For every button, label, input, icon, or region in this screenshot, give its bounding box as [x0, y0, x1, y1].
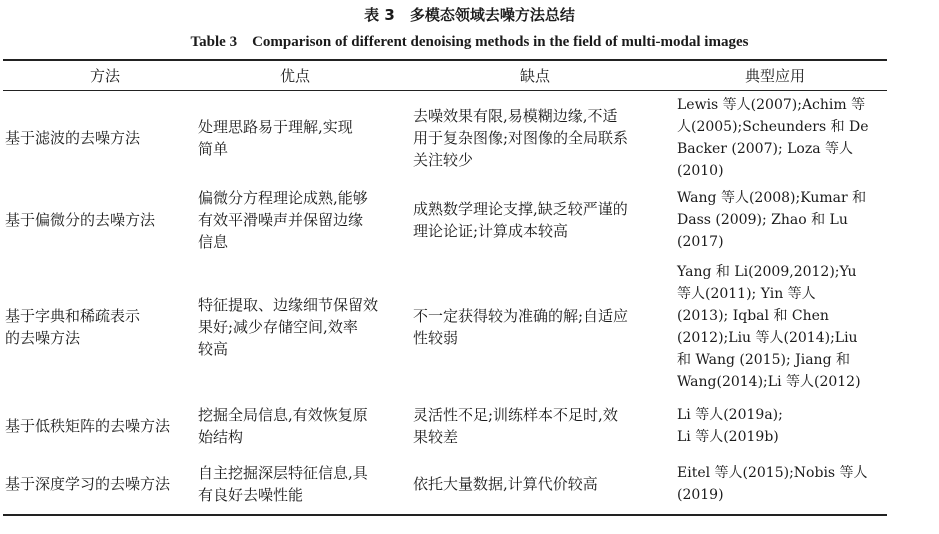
row-3-method-line: 基于字典和稀疏表示 [5, 307, 141, 325]
row-3-method-line: 的去噪方法 [5, 329, 81, 347]
row-4-ref-line: Li 等人(2019b) [677, 429, 779, 445]
row-1-pros-line: 处理思路易于理解,实现 [198, 118, 353, 136]
row-5-refs [677, 462, 882, 506]
row-3-method [5, 305, 195, 349]
header-disadvantages: 缺点 [519, 67, 550, 85]
row-1-ref-line: (2010) [677, 163, 724, 179]
row-2-cons [413, 198, 663, 242]
row-5-cons-line: 依托大量数据,计算代价较高 [413, 475, 598, 493]
row-2-ref-line: Wang 等人(2008);Kumar 和 [677, 190, 867, 206]
row-5-cons [413, 473, 663, 495]
row-3-cons-line: 性较弱 [413, 329, 459, 347]
row-3-ref-line: Wang(2014);Li 等人(2012) [677, 374, 861, 390]
row-1-pros [198, 116, 398, 160]
row-5-pros [198, 462, 398, 506]
row-5-method-line: 基于深度学习的去噪方法 [5, 475, 171, 493]
row-2-method-line: 基于偏微分的去噪方法 [5, 211, 156, 229]
row-2-cons-line: 成熟数学理论支撑,缺乏较严谨的 [413, 200, 628, 218]
row-1-refs [677, 94, 882, 182]
row-2-ref-line: Dass (2009); Zhao 和 Lu [677, 212, 848, 228]
row-3-ref-line: (2013); Iqbal 和 Chen [677, 308, 829, 324]
row-4-pros [198, 404, 398, 448]
row-2-pros [198, 187, 398, 253]
header-advantages: 优点 [279, 67, 310, 85]
row-1-pros-line: 简单 [198, 140, 229, 158]
row-3-cons-line: 不一定获得较为准确的解;自适应 [413, 307, 629, 325]
row-1-cons [413, 105, 663, 171]
table-bottom-rule [3, 514, 887, 516]
row-3-pros-line: 特征提取、边缘细节保留效 [198, 296, 379, 314]
row-1-ref-line: 人(2005);Scheunders 和 De [677, 119, 869, 135]
row-5-method [5, 473, 195, 495]
row-1-ref-line: Lewis 等人(2007);Achim 等 [677, 97, 866, 113]
row-3-refs [677, 261, 882, 393]
table-caption-english: Table 3 Comparison of different denoising methods in the field of multi-modal images [190, 34, 749, 50]
row-4-cons-line: 灵活性不足;训练样本不足时,效 [413, 406, 618, 424]
header-method: 方法 [89, 67, 120, 85]
header-typical-applications: 典型应用 [744, 67, 805, 85]
row-4-cons-line: 果较差 [413, 428, 459, 446]
row-4-method-line: 基于低秩矩阵的去噪方法 [5, 417, 171, 435]
row-5-ref-line: Eitel 等人(2015);Nobis 等人 [677, 465, 868, 481]
row-4-method [5, 415, 195, 437]
row-3-pros-line: 果好;减少存储空间,效率 [198, 318, 358, 336]
row-3-ref-line: (2012);Liu 等人(2014);Liu [677, 330, 858, 346]
table-caption-chinese: 表 3 多模态领域去噪方法总结 [364, 6, 575, 24]
row-2-method [5, 209, 195, 231]
row-4-ref-line: Li 等人(2019a); [677, 407, 783, 423]
row-4-refs [677, 404, 882, 448]
row-2-pros-line: 偏微分方程理论成熟,能够 [198, 189, 368, 207]
row-3-ref-line: 和 Wang (2015); Jiang 和 [677, 352, 850, 368]
row-1-method [5, 127, 195, 149]
row-2-pros-line: 信息 [198, 233, 229, 251]
row-5-pros-line: 有良好去噪性能 [198, 486, 304, 504]
row-3-ref-line: 等人(2011); Yin 等人 [677, 286, 816, 302]
row-4-cons [413, 404, 663, 448]
row-4-pros-line: 挖掘全局信息,有效恢复原 [198, 406, 368, 424]
row-3-cons [413, 305, 663, 349]
row-3-pros [198, 294, 398, 360]
row-2-pros-line: 有效平滑噪声并保留边缘 [198, 211, 364, 229]
table-top-rule [3, 59, 887, 61]
row-1-ref-line: Backer (2007); Loza 等人 [677, 141, 854, 157]
row-1-cons-line: 用于复杂图像;对图像的全局联系 [413, 129, 629, 147]
row-2-ref-line: (2017) [677, 234, 724, 250]
table-header-rule [3, 90, 887, 91]
row-3-pros-line: 较高 [198, 340, 229, 358]
row-1-cons-line: 去噪效果有限,易模糊边缘,不适 [413, 107, 618, 125]
row-4-pros-line: 始结构 [198, 428, 244, 446]
row-1-method-line: 基于滤波的去噪方法 [5, 129, 141, 147]
row-5-pros-line: 自主挖掘深层特征信息,具 [198, 464, 368, 482]
row-1-cons-line: 关注较少 [413, 151, 474, 169]
row-2-refs [677, 187, 882, 253]
row-5-ref-line: (2019) [677, 487, 724, 503]
row-3-ref-line: Yang 和 Li(2009,2012);Yu [677, 264, 857, 280]
row-2-cons-line: 理论论证;计算成本较高 [413, 222, 569, 240]
